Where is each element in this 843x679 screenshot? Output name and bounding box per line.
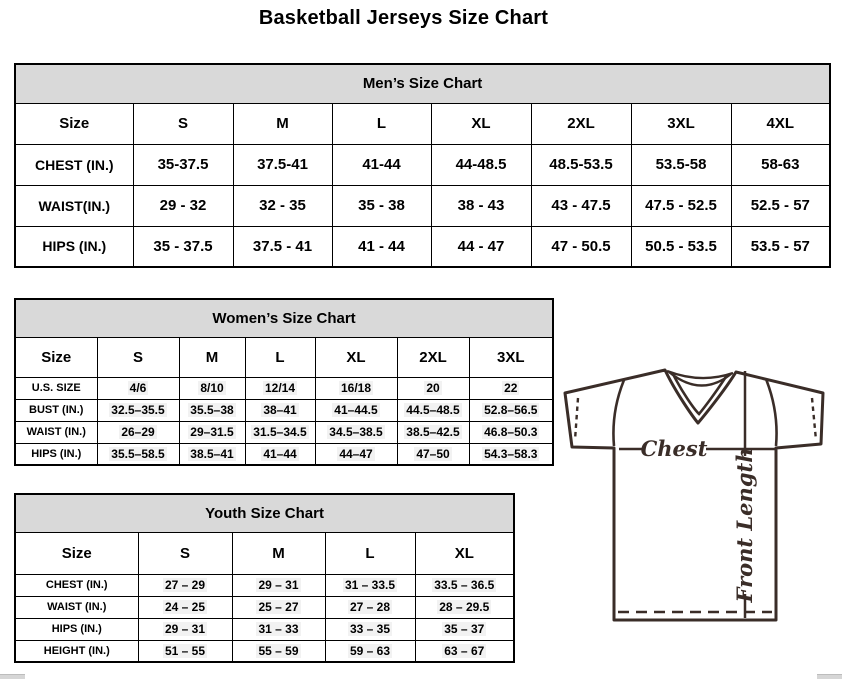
size-value: 43 - 47.5 [551,197,611,214]
page-title: Basketball Jerseys Size Chart [258,7,549,29]
size-value-cell [138,618,232,640]
table-row [15,377,553,399]
size-value: 55 – 59 [258,643,299,658]
size-value: 63 – 67 [444,643,485,658]
column-header: XL [415,532,514,574]
column-header: Size [15,337,97,377]
size-value-cell [232,596,325,618]
column-header-row [15,532,514,574]
table-row [15,596,514,618]
row-label: HEIGHT (IN.) [15,640,138,662]
size-value: 33.5 – 36.5 [434,578,495,592]
left-cuff-dashed-line [575,398,578,440]
size-value: 52.5 - 57 [750,197,810,214]
size-value-cell [531,144,631,185]
column-header: XL [315,337,397,377]
size-value-cell [469,421,553,443]
size-value: 41 - 44 [358,237,405,255]
size-value: 44 - 47 [457,237,505,255]
size-value: 35.5–38 [190,403,234,417]
size-value: 41–44 [263,446,297,461]
column-header: XL [431,103,531,144]
column-header: S [138,532,232,574]
size-value-cell [179,443,245,465]
size-value-cell [731,226,830,267]
size-value-cell [325,640,415,662]
size-value-cell [233,144,332,185]
column-header: L [245,337,315,377]
size-value: 58-63 [761,156,800,173]
size-value-cell [97,377,179,399]
size-value-cell [325,618,415,640]
size-value-cell [179,421,245,443]
size-value: 44.5–48.5 [406,403,460,417]
mens-size-table [14,63,831,268]
table-row [15,443,553,465]
size-value: 47 - 50.5 [551,237,611,255]
size-value-cell [133,144,233,185]
size-value: 35 - 37.5 [153,237,213,255]
size-value: 32.5–35.5 [111,403,165,417]
size-value-cell [415,618,514,640]
column-header: L [332,103,431,144]
row-label: CHEST (IN.) [15,144,133,185]
table-title-band: Youth Size Chart [15,494,514,532]
size-value-cell [397,421,469,443]
size-value: 52.8–56.5 [484,403,538,417]
size-value-cell [233,185,332,226]
size-value-cell [332,185,431,226]
size-value-cell [397,443,469,465]
size-value-cell [325,574,415,596]
right-cuff-dashed-line [812,398,816,440]
size-value-cell [415,640,514,662]
size-value-cell [415,574,514,596]
size-value: 35 - 38 [358,197,405,214]
column-header: L [325,532,415,574]
size-value-cell [245,443,315,465]
size-value: 4/6 [129,381,147,395]
size-value: 29 - 32 [159,197,207,214]
row-label: CHEST (IN.) [15,574,138,596]
size-value: 48.5-53.5 [549,156,613,173]
column-header: 3XL [631,103,731,144]
row-label: WAIST (IN.) [15,421,97,443]
size-value-cell [469,399,553,421]
column-header: 2XL [397,337,469,377]
size-value: 29–31.5 [190,425,234,439]
size-value: 38.5–41 [190,446,234,461]
chest-label: Chest [640,436,708,461]
size-value: 59 – 63 [349,643,391,658]
size-value-cell [133,226,233,267]
size-value: 20 [426,381,440,395]
size-value: 29 – 31 [164,622,206,636]
size-value: 33 – 35 [349,622,391,636]
size-value-cell [431,185,531,226]
table-row [15,574,514,596]
size-value: 35 – 37 [444,622,485,636]
column-header: 3XL [469,337,553,377]
size-value: 35-37.5 [157,156,209,173]
size-value-cell [245,399,315,421]
size-value-cell [631,144,731,185]
row-label: U.S. SIZE [15,377,97,399]
row-label: HIPS (IN.) [15,443,97,465]
size-value: 37.5 - 41 [252,237,313,255]
size-value-cell [315,399,397,421]
table-row [15,421,553,443]
size-value-cell [133,185,233,226]
table-row [15,226,830,267]
left-armhole-seam [613,380,624,446]
column-header: 2XL [531,103,631,144]
size-value: 31.5–34.5 [253,425,307,439]
column-header-row [15,103,830,144]
size-value-cell [469,443,553,465]
size-value: 31 – 33.5 [344,578,396,592]
size-value: 44–47 [339,446,373,461]
size-value: 53.5-58 [655,156,707,173]
size-value-cell [397,399,469,421]
row-label: WAIST(IN.) [15,185,133,226]
size-value: 47–50 [416,446,450,461]
size-value: 24 – 25 [164,600,206,614]
size-value-cell [531,185,631,226]
size-value: 38 - 43 [457,197,505,214]
size-value: 12/14 [264,381,296,395]
size-value-cell [731,144,830,185]
size-value-cell [138,640,232,662]
size-value: 29 – 31 [258,578,299,592]
size-value-cell [531,226,631,267]
size-value: 41–44.5 [334,403,378,417]
size-value: 16/18 [340,381,372,395]
size-value: 38–41 [263,403,297,417]
size-value-cell [469,377,553,399]
size-value: 53.5 - 57 [750,237,810,255]
size-value-cell [179,377,245,399]
size-value-cell [97,421,179,443]
row-label: WAIST (IN.) [15,596,138,618]
horizontal-scrollbar-fragment-left[interactable] [0,674,25,679]
column-header: 4XL [731,103,830,144]
size-value: 44-48.5 [455,156,507,173]
size-value-cell [245,377,315,399]
youth-size-table [14,493,515,663]
column-header: Size [15,103,133,144]
size-value: 37.5-41 [257,156,308,173]
column-header: Size [15,532,138,574]
size-value: 50.5 - 53.5 [645,237,717,255]
size-value-cell [232,618,325,640]
size-value: 25 – 27 [258,600,299,614]
size-value: 38.5–42.5 [406,425,460,439]
size-value: 46.8–50.3 [484,425,538,439]
size-value: 35.5–58.5 [111,446,165,461]
size-value-cell [631,185,731,226]
size-value: 31 – 33 [258,622,299,636]
horizontal-scrollbar-fragment-right[interactable] [817,674,842,679]
size-value-cell [232,574,325,596]
table-title-band: Women’s Size Chart [15,299,553,337]
row-label: HIPS (IN.) [15,618,138,640]
size-value: 54.3–58.3 [484,446,538,461]
size-value-cell [315,377,397,399]
size-value-cell [245,421,315,443]
column-header: S [133,103,233,144]
table-title-band: Men’s Size Chart [15,64,830,103]
size-value-cell [97,399,179,421]
size-value-cell [325,596,415,618]
table-row [15,185,830,226]
column-header: S [97,337,179,377]
size-value: 27 – 29 [164,578,206,592]
row-label: HIPS (IN.) [15,226,133,267]
size-value-cell [232,640,325,662]
size-value: 51 – 55 [164,643,206,658]
size-value-cell [431,226,531,267]
size-value-cell [179,399,245,421]
size-value: 28 – 29.5 [439,600,490,614]
size-value: 34.5–38.5 [329,425,383,439]
right-armhole-seam [766,379,777,446]
size-value: 8/10 [200,381,224,395]
table-row [15,399,553,421]
size-value-cell [332,144,431,185]
size-value-cell [315,421,397,443]
table-row [15,640,514,662]
size-value-cell [415,596,514,618]
column-header: M [179,337,245,377]
table-row [15,144,830,185]
jersey-measurement-diagram [555,360,843,660]
size-value-cell [97,443,179,465]
size-value: 22 [504,381,518,395]
size-value: 47.5 - 52.5 [645,197,717,214]
size-value-cell [631,226,731,267]
size-value-cell [397,377,469,399]
size-value: 32 - 35 [259,197,306,214]
size-value: 41-44 [362,156,401,173]
size-value-cell [332,226,431,267]
size-value-cell [233,226,332,267]
size-value-cell [138,574,232,596]
size-value-cell [731,185,830,226]
size-value: 26–29 [121,425,155,439]
column-header-row [15,337,553,377]
table-row [15,618,514,640]
size-value-cell [315,443,397,465]
womens-size-table [14,298,554,466]
size-value-cell [431,144,531,185]
column-header: M [233,103,332,144]
size-value-cell [138,596,232,618]
front-length-label: Front Length [732,447,757,603]
size-value: 27 – 28 [349,600,391,614]
column-header: M [232,532,325,574]
row-label: BUST (IN.) [15,399,97,421]
